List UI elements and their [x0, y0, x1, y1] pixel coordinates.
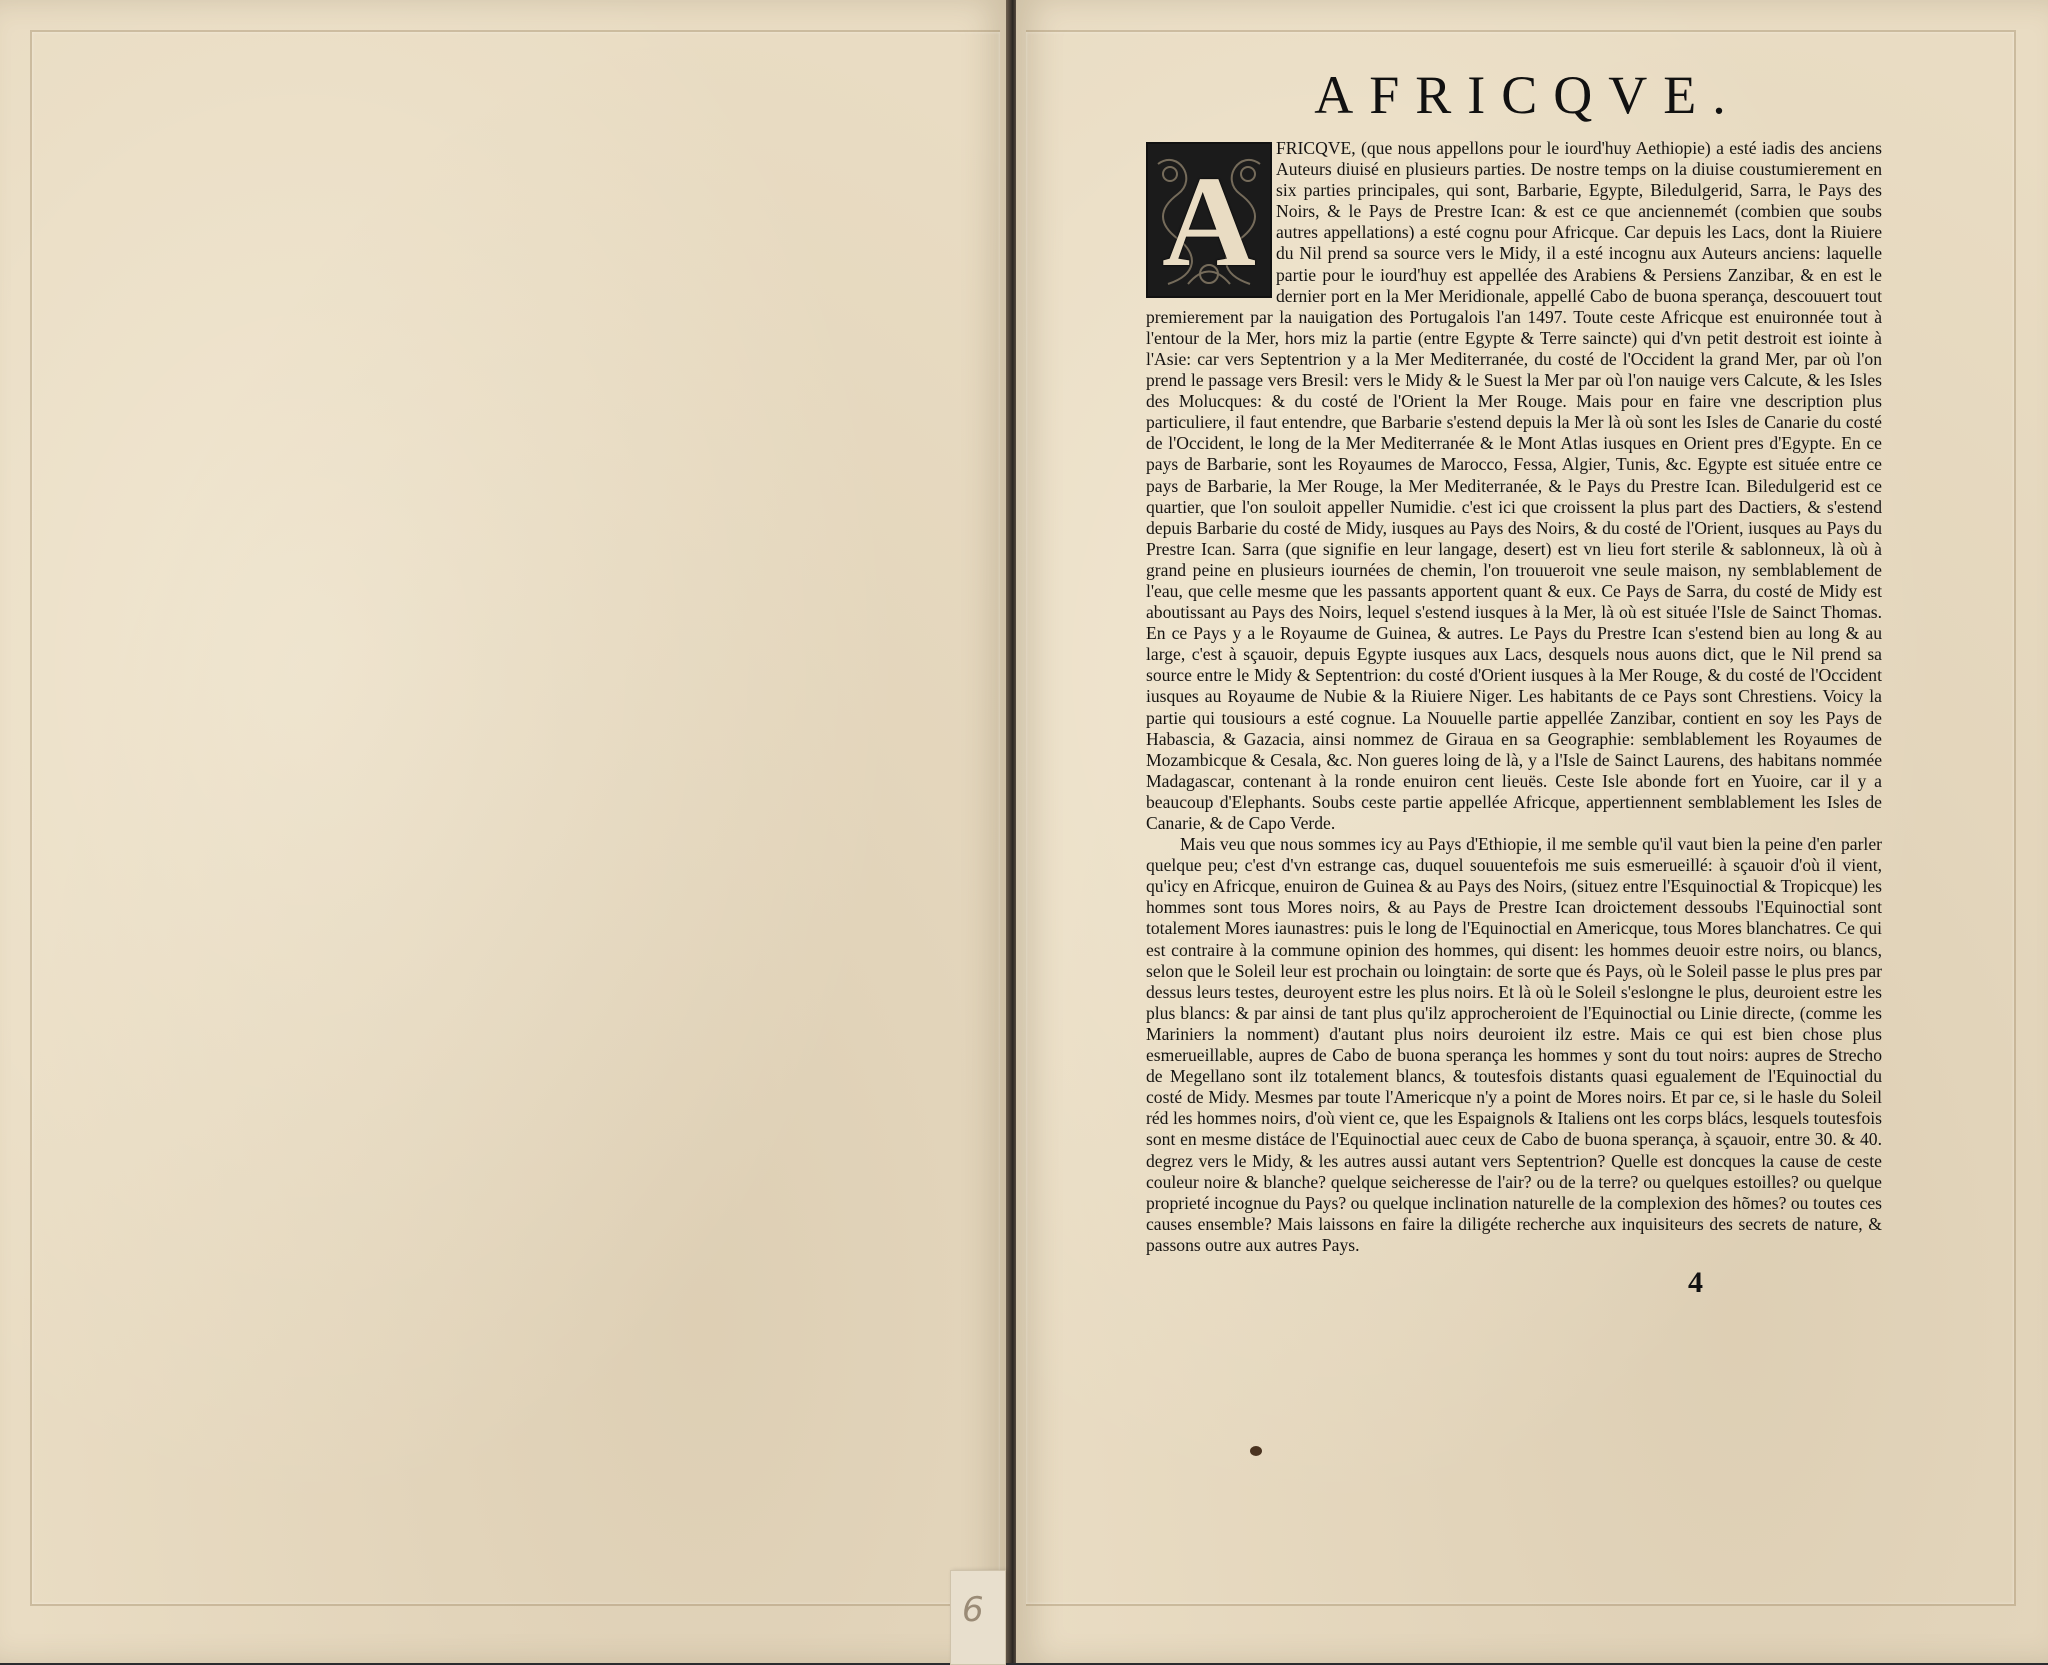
paragraph-1-text: FRICQVE, (que nous appellons pour le iourd'huy Aethiopie) a esté iadis des anciens Auteurs diuisé en plusieurs parties. De nostre temps on la diuise coustumierement en six parties principales, qui sont, Barbarie, Egypte, Biledulgerid, Sarra, le Pays des Noirs, & le Pays de Prestre Ican: & est ce que anciennemét (combien que soubs autres appellations) a esté cognu pour Africque. Car depuis les Lacs, dont la Riuiere du Nil prend sa source vers le Midy, il a esté incognu aux Auteurs anciens: laquelle partie pour le iourd'huy est appellée des Arabiens & Persiens Zanzibar, & en est le dernier port en la Mer Meridionale, appellé Cabo de buona sperança, descouuert tout premierement par la nauigation des Portugalois l'an 1497. Toute ceste Africque est enuironnée tout à l'entour de la Mer, hors miz la partie (entre Egypte & Terre saincte) qui d'vn petit destroit est iointe à l'Asie: car vers Septentrion y a la Mer Mediterranée, du costé de l'Occident la grand Mer, par où l'on prend le passage vers Bresil: vers le Midy & le Suest la Mer par où l'on nauige vers Calcute, & les Isles des Molucques: & du costé de l'Orient la Mer Rouge. Mais pour en faire vne description plus particuliere, il faut entendre, que Barbarie s'estend depuis la Mer là où sont les Isles de Canarie du costé de l'Occident, le long de la Mer Mediterranée & le Mont Atlas iusques en Orient pres d'Egypte. En ce pays de Barbarie, sont les Royaumes de Marocco, Fessa, Algier, Tunis, &c. Egypte est située entre ce pays de Barbarie, la Mer Rouge, la Mer Mediterranée, & le Pays du Prestre Ican. Biledulgerid est ce quartier, que l'on souloit appeller Numidie. c'est ici que croissent la plus part des Dactiers, & s'estend depuis Barbarie du costé de Midy, iusques au Pays des Noirs, & du costé de l'Orient, iusques au Pays du Prestre Ican. Sarra (que signifie en leur langage, desert) est vn lieu fort sterile & sablonneux, là où à grand peine en plusieurs iournées de chemin, l'on trouueroit vne seule maison, ny semblablement de l'eau, que celle mesme que les passants apportent quant & eux. Ce Pays de Sarra, du costé de Midy est aboutissant au Pays des Noirs, lequel s'estend iusques à la Mer, là où est située l'Isle de Sainct Thomas. En ce Pays y a le Royaume de Guinea, & autres. Le Pays du Prestre Ican s'estend bien au long & au large, c'est à sçauoir, depuis Egypte iusques aux Lacs, desquels nous auons dict, que le Nil prend sa source entre le Midy & Septentrion: du costé d'Orient iusques à la Mer Rouge, & du costé de l'Occident iusques au Royaume de Nubie & la Riuiere Niger. Les habitants de ce Pays sont Chrestiens. Voicy la partie qui tousiours a esté cognue. La Nouuelle partie appellée Zanzibar, contient en soy les Pays de Habascia, & Gazacia, ainsi nommez de Giraua en sa Geographie: semblablement les Royaumes de Mozambicque & Cesala, &c. Non gueres loing de là, y a l'Isle de Sainct Laurens, des habitans nommée Madagascar, contenant à la ronde enuiron cent lieuës. Ceste Isle abonde fort en Yuoire, car il y a beaucoup d'Elephants. Soubs ceste partie appellée Africque, appertiennent semblablement les Isles de Canarie, & de Capo Verde. — [1146, 138, 1882, 833]
paragraph-2: Mais veu que nous sommes icy au Pays d'Ethiopie, il me semble qu'il vaut bien la peine d'en parler quelque peu; c'est d'vn estrange cas, duquel souuentefois me suis esmerueillé: à sçauoir d'où il vient, qu'icy en Africque, enuiron de Guinea & au Pays des Noirs, (situez entre l'Esquinoctial & Tropicque) les hommes sont tous Mores noirs, & au Pays de Prestre Ican droictement dessoubs l'Equinoctial sont totalement Mores iaunastres: puis le long de l'Equinoctial en Americque, tous Mores blanchatres. Ce qui est contraire à la commune opinion des hommes, qui disent: les hommes deuoir estre noirs, ou blancs, selon que le Soleil leur est prochain ou loingtain: de sorte que és Pays, où le Soleil passe le plus pres par dessus leurs testes, deuroyent estre les plus noirs. Et là où le Soleil s'eslongne le plus, deuroient estre les plus blancs: & par ainsi de tant plus qu'ilz approcheroient de l'Equinoctial ou Linie directe, (comme les Mariniers la nomment) d'autant plus noirs deuroient ilz estre. Mais ce qui est bien chose plus esmerueillable, aupres de Cabo de buona sperança les hommes y sont du tout noirs: aupres de Strecho de Megellano sont ilz totalement blancs, & toutesfois distants quasi egualement de l'Equinoctial du costé de Midy. Mesmes par toute l'Americque n'y a point de Mores noirs. Et par ce, si le hasle du Soleil réd les hommes noirs, d'où vient ce, que les Espaignols & Italiens ont les corps blács, lesquels toutesfois sont en mesme distáce de l'Equinoctial auec ceux de Cabo de buona sperança, à sçauoir, entre 30. & 40. degrez vers le Midy, & les autres aussi autant vers Septentrion? Quelle est doncques la cause de ceste couleur noire & blanche? quelque seicheresse de l'air? ou de la terre? ou quelques estoilles? ou quelque proprieté incognue du Pays? ou quelque inclination naturelle de la complexion des hõmes? ou toutes ces causes ensemble? Mais laissons en faire la diligéte recherche aux inquisiteurs des secrets de nature, & passons outre aux autres Pays. — [1146, 834, 1882, 1255]
initial-letter: A — [1162, 150, 1256, 294]
body-text — [1146, 138, 1882, 1256]
page-number: 4 — [1688, 1266, 1703, 1299]
left-blank-leaf — [0, 0, 1008, 1663]
decorated-initial — [1146, 142, 1272, 298]
left-plate-mark — [30, 30, 1000, 1606]
pencil-number: 6 — [962, 1590, 984, 1630]
page-heading: AFRICQVE. — [1314, 65, 1742, 125]
ink-stain — [1250, 1446, 1262, 1456]
